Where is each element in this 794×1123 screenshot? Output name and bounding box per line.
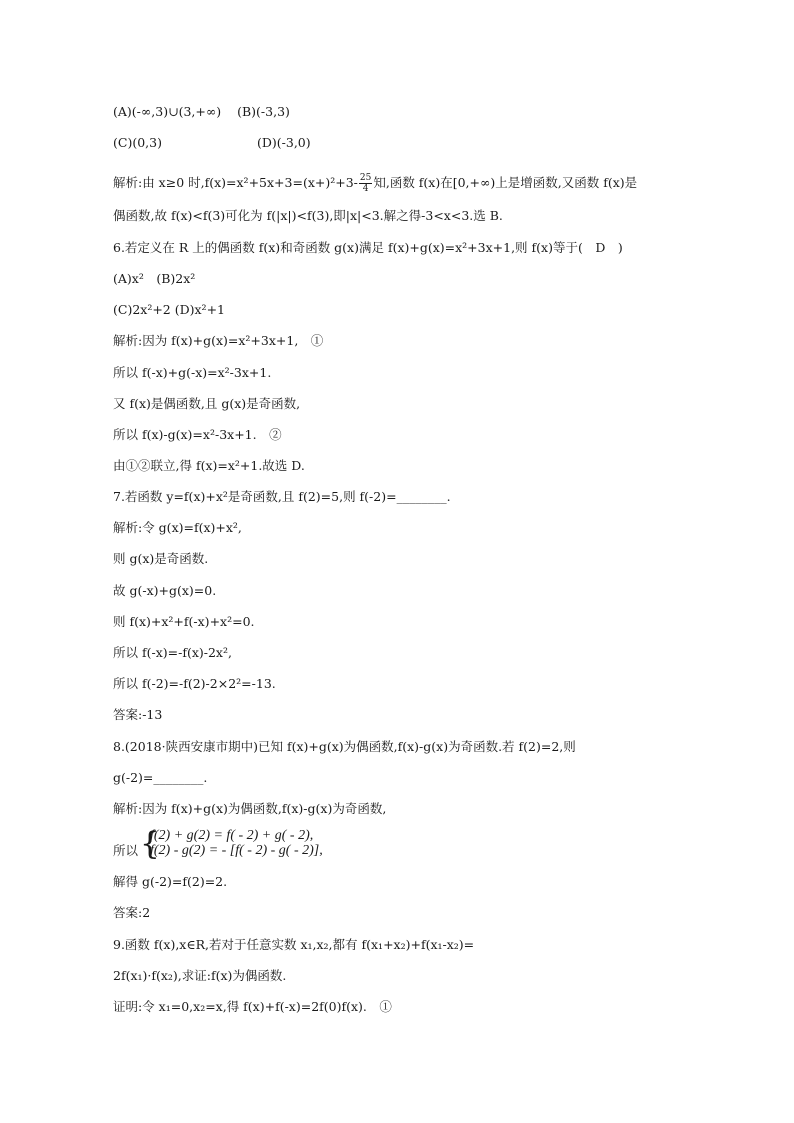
q8-stem-2: g(-2)=________. bbox=[113, 770, 208, 785]
q7-solution-2: 则 g(x)是奇函数. bbox=[113, 551, 209, 566]
q6-solution-4: 所以 f(x)-g(x)=x²-3x+1. ② bbox=[113, 427, 282, 442]
fraction-numerator: 25 bbox=[359, 173, 372, 183]
q8-equation-2: f(2) - g(2) = - [f( - 2) - g( - 2)], bbox=[150, 843, 323, 858]
q9-proof-1: 证明:令 x₁=0,x₂=x,得 f(x)+f(-x)=2f(0)f(x). ① bbox=[113, 999, 392, 1014]
option-c: (C)(0,3) bbox=[113, 135, 162, 150]
q8-stem-1: 8.(2018·陕西安康市期中)已知 f(x)+g(x)为偶函数,f(x)-g(x)为奇函数.若 f(2)=2,则 bbox=[113, 739, 576, 754]
q6-options-ab: (A)x² (B)2x² bbox=[113, 271, 196, 286]
q5-solution-line-1 bbox=[113, 173, 637, 194]
q5-options-row-2 bbox=[113, 135, 311, 151]
q8-so-label: 所以 bbox=[113, 843, 139, 858]
system-brace-icon: { bbox=[140, 826, 160, 862]
q8-answer: 答案:2 bbox=[113, 905, 151, 920]
fraction-denominator: 4 bbox=[362, 184, 369, 194]
q7-solution-6: 所以 f(-2)=-f(2)-2×2²=-13. bbox=[113, 676, 276, 691]
q7-solution-1: 解析:令 g(x)=f(x)+x², bbox=[113, 520, 242, 535]
q5-solution-text-a: 解析:由 x≥0 时,f(x)=x²+5x+3=(x+)²+3- bbox=[113, 175, 358, 190]
q8-solution-2: 解得 g(-2)=f(2)=2. bbox=[113, 874, 228, 889]
q5-solution-line-2: 偶函数,故 f(x)<f(3)可化为 f(|x|)<f(3),即|x|<3.解之得-3<x<3.选 B. bbox=[113, 208, 503, 223]
q8-solution-1: 解析:因为 f(x)+g(x)为偶函数,f(x)-g(x)为奇函数, bbox=[113, 801, 387, 816]
q6-stem: 6.若定义在 R 上的偶函数 f(x)和奇函数 g(x)满足 f(x)+g(x)=x²+3x+1,则 f(x)等于( D ) bbox=[113, 240, 623, 255]
q7-solution-4: 则 f(x)+x²+f(-x)+x²=0. bbox=[113, 614, 255, 629]
q8-equation-1: f(2) + g(2) = f( - 2) + g( - 2), bbox=[150, 828, 314, 843]
q9-stem-2: 2f(x₁)·f(x₂),求证:f(x)为偶函数. bbox=[113, 968, 287, 983]
fraction bbox=[359, 173, 372, 194]
q6-options-cd: (C)2x²+2 (D)x²+1 bbox=[113, 302, 225, 317]
q6-solution-2: 所以 f(-x)+g(-x)=x²-3x+1. bbox=[113, 365, 272, 380]
option-b: (B)(-3,3) bbox=[237, 104, 290, 119]
q5-solution-text-b: 知,函数 f(x)在[0,+∞)上是增函数,又函数 f(x)是 bbox=[373, 175, 638, 190]
q6-solution-3: 又 f(x)是偶函数,且 g(x)是奇函数, bbox=[113, 396, 301, 411]
q6-solution-1: 解析:因为 f(x)+g(x)=x²+3x+1, ① bbox=[113, 333, 324, 348]
q7-stem: 7.若函数 y=f(x)+x²是奇函数,且 f(2)=5,则 f(-2)=________. bbox=[113, 489, 451, 504]
q9-stem-1: 9.函数 f(x),x∈R,若对于任意实数 x₁,x₂,都有 f(x₁+x₂)+f(x₁-x₂)= bbox=[113, 937, 475, 952]
q6-solution-5: 由①②联立,得 f(x)=x²+1.故选 D. bbox=[113, 458, 305, 473]
option-d: (D)(-3,0) bbox=[256, 135, 311, 150]
q7-solution-3: 故 g(-x)+g(x)=0. bbox=[113, 583, 217, 598]
q7-answer: 答案:-13 bbox=[113, 707, 163, 722]
option-a: (A)(-∞,3)∪(3,+∞) bbox=[113, 104, 222, 119]
q7-solution-5: 所以 f(-x)=-f(x)-2x², bbox=[113, 645, 232, 660]
q5-options-row-1 bbox=[113, 104, 290, 120]
